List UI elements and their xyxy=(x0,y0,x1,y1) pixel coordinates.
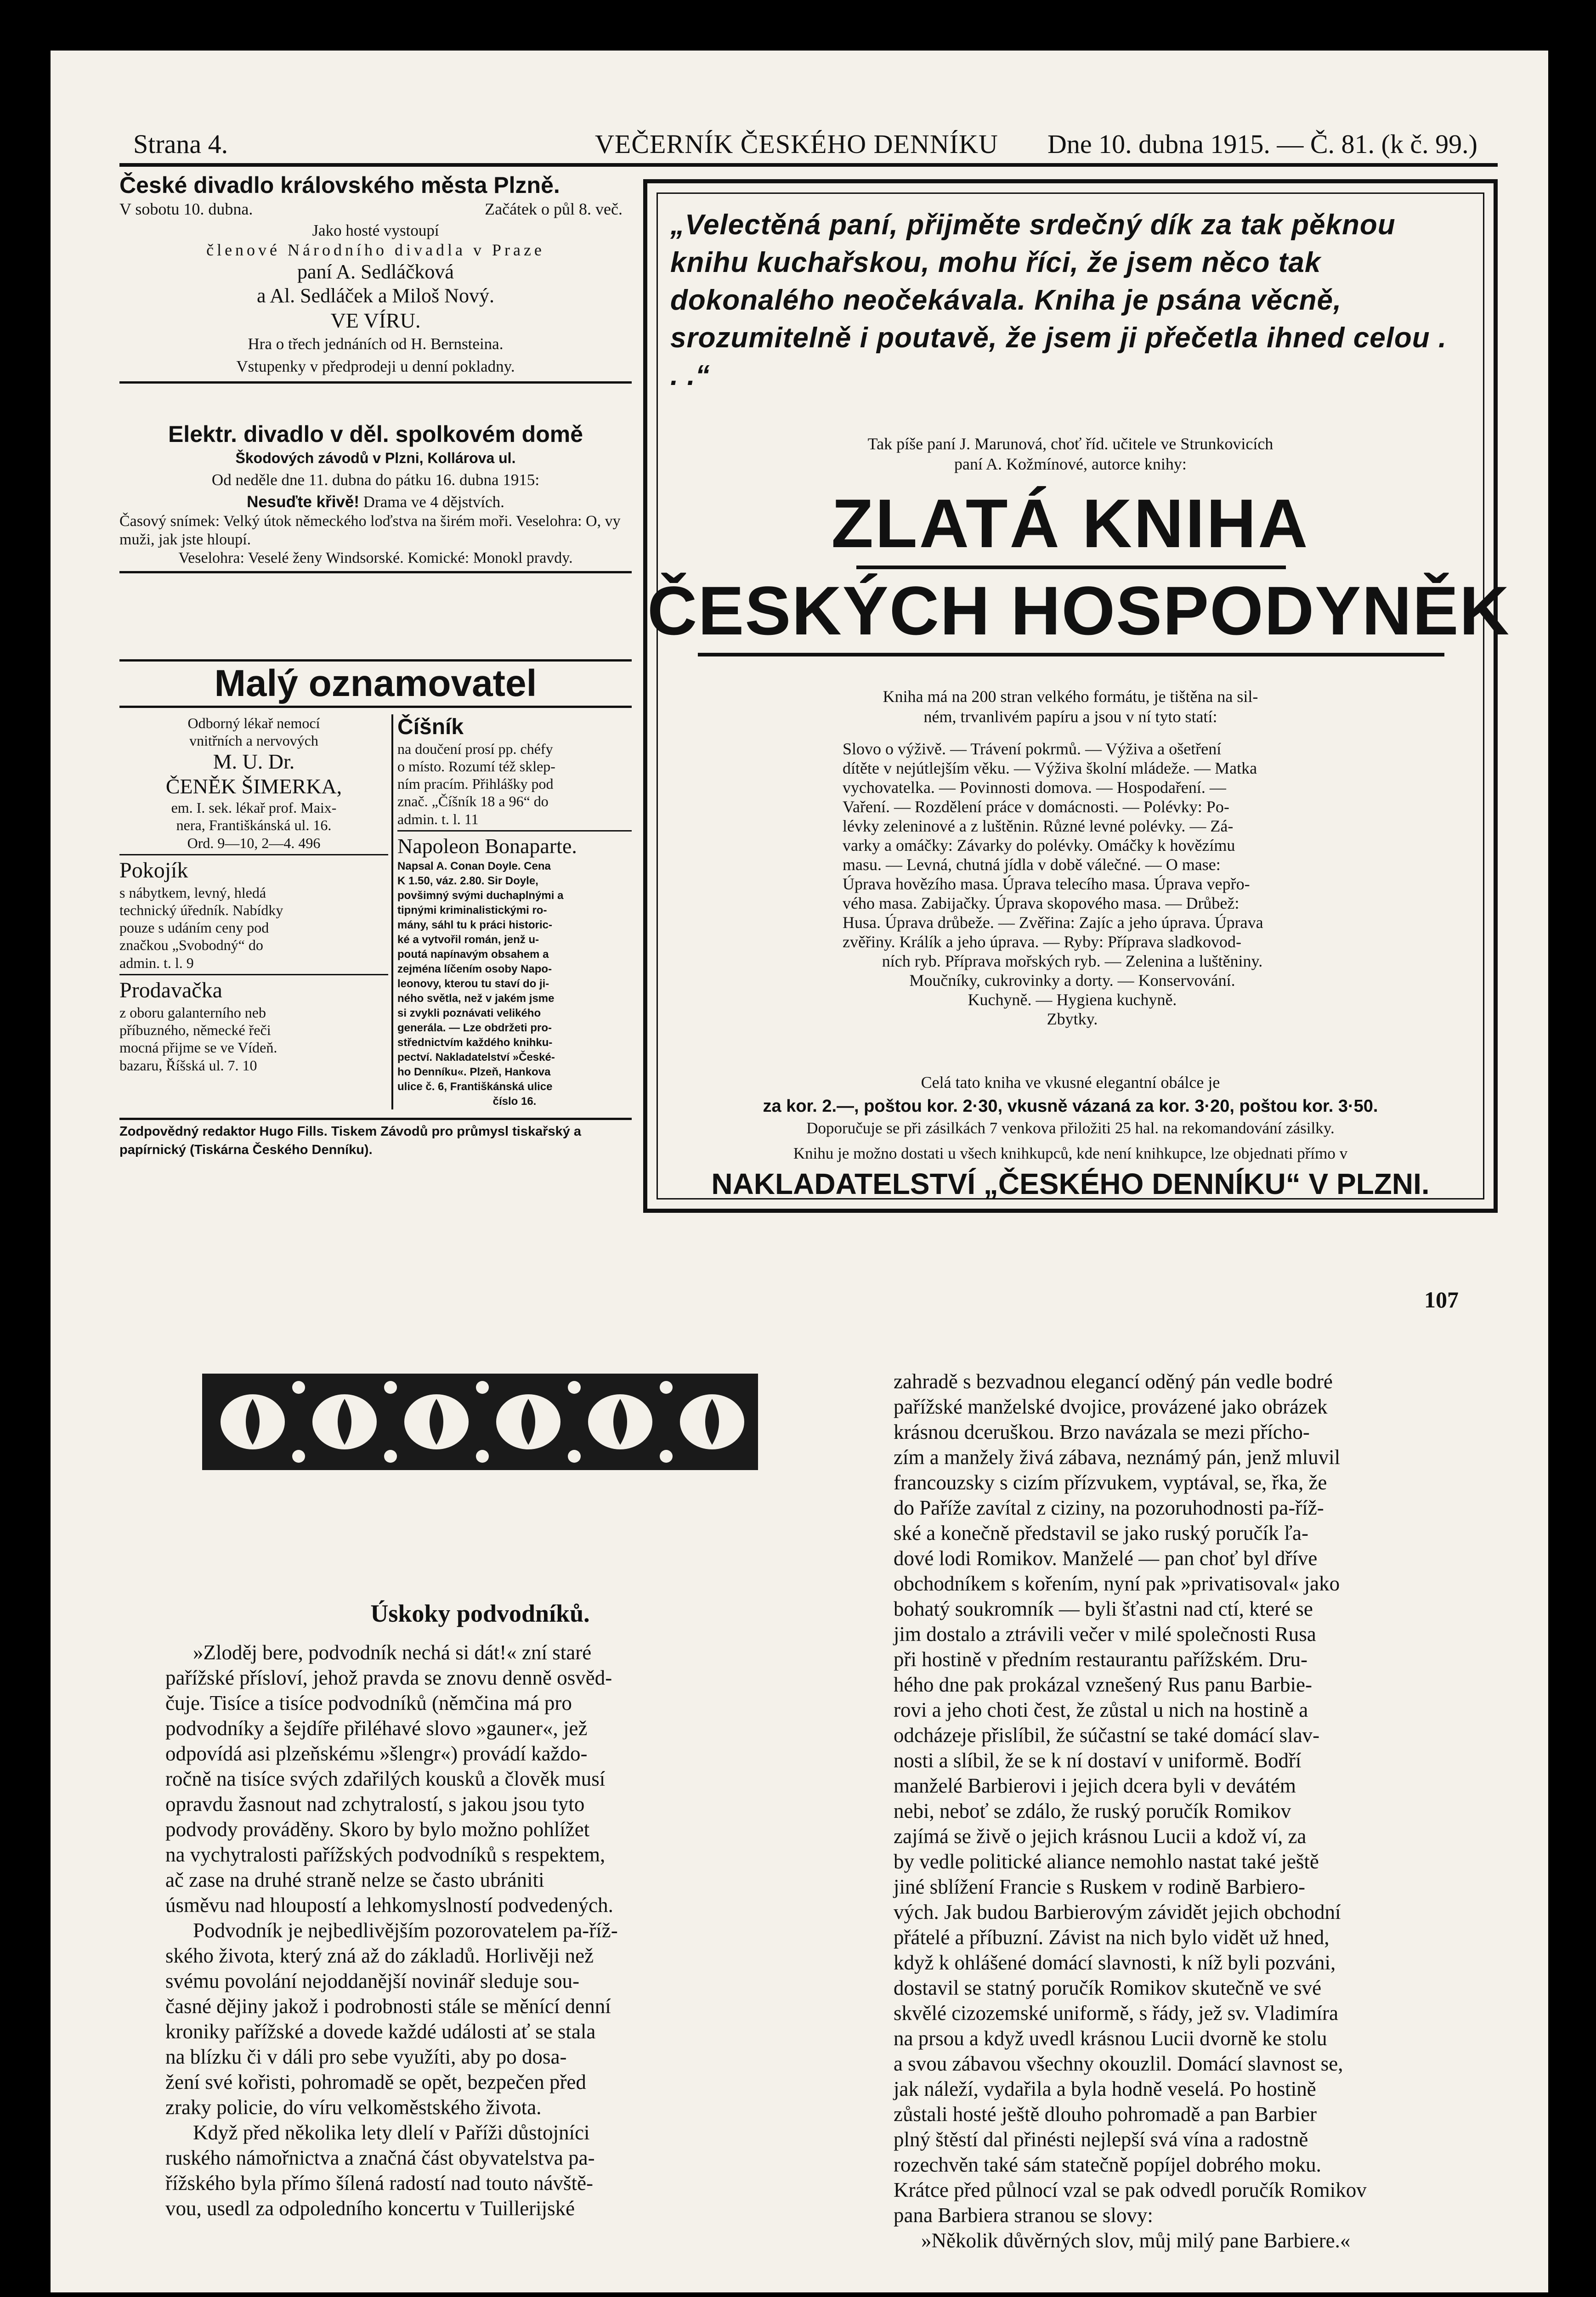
ad-line: admin. t. l. 11 xyxy=(397,811,479,827)
text-line: nosti a slíbil, že se k ní dostaví v uniformě. Bodří xyxy=(894,1749,1302,1772)
ad-line: Napsal A. Conan Doyle. Cena xyxy=(397,860,551,872)
ad-line: mány, sáhl tu k práci historic- xyxy=(397,919,552,931)
ad-line: tipnými kriminalistickými ro- xyxy=(397,904,547,917)
text-line: opravdu žasnout nad zchytralostí, s jakou jsou tyto xyxy=(165,1793,585,1816)
text-line: pařížské manželské dvojice, provázené jako obrázek xyxy=(894,1395,1328,1418)
text-line: když k ohlášené domácí slavnosti, k níž byli pozváni, xyxy=(894,1951,1336,1974)
text-line: podvodníky a šejdíře přiléhavé slovo »gauner«, jež xyxy=(165,1717,588,1740)
text-line: jim dostalo a ztrávili večer v milé společnosti Rusa xyxy=(894,1623,1316,1646)
text-line: dové lodi Romikov. Manželé — pan choť byl dříve xyxy=(894,1547,1318,1570)
text-line: zahradě s bezvadnou elegancí oděný pán vedle bodré xyxy=(894,1370,1333,1393)
theatre-tickets: Vstupenky v předprodeji u denní pokladny. xyxy=(236,357,515,375)
ad-line: nera, Františkánská ul. 16. xyxy=(176,817,332,833)
text-line: plný štěstí dal přinésti nejlepší svá vína a radostně xyxy=(894,2128,1308,2151)
text-line: jiné sblížení Francie s Ruskem v rodině Barbiero- xyxy=(894,1875,1306,1898)
feuilleton-page-number: 107 xyxy=(1424,1287,1459,1313)
ad-line: si zvykli poznávati velikého xyxy=(397,1007,541,1019)
text-line: úsměvu nad hloupostí a lehkomyslností podvedených. xyxy=(165,1894,613,1917)
text-line: vou, usedl za odpoledního koncertu v Tuillerijské xyxy=(165,2197,575,2220)
cinema-genre: Drama ve 4 dějstvích. xyxy=(363,493,504,511)
ad-line: bazaru, Říšská ul. 7. 10 xyxy=(119,1057,257,1074)
ad-line: z oboru galanterního neb xyxy=(119,1004,266,1021)
ad-line: ČENĚK ŠIMERKA, xyxy=(165,775,342,798)
ad-line: znač. „Číšník 18 a 96“ do xyxy=(397,793,549,809)
masthead-title: VEČERNÍK ČESKÉHO DENNÍKU xyxy=(595,129,998,159)
book-advertisement xyxy=(643,179,1510,1213)
contents-line: Moučníky, cukrovinky a dorty. — Konservování. xyxy=(909,971,1235,990)
text-line: zůstali hosté ještě dlouho pohromadě a pan Barbier xyxy=(894,2103,1317,2126)
ad-attribution-2: paní A. Kožmínové, autorce knihy: xyxy=(954,455,1187,473)
ad-line: M. U. Dr. xyxy=(213,750,295,773)
ornament-banner xyxy=(202,1374,758,1470)
divider xyxy=(397,830,632,832)
ad-doctor xyxy=(119,714,388,852)
text-line: ruského námořnictva a značná část obyvatelstva pa- xyxy=(165,2146,595,2169)
ad-line: generála. — Lze obdržeti pro- xyxy=(397,1022,552,1034)
ad-line: leonovy, kterou tu staví do ji- xyxy=(397,978,549,990)
cinema-film: Nesuďte křivě! xyxy=(247,493,360,511)
text-line: rozechvěn také sám statečně popíjel dobrého moku. xyxy=(894,2153,1321,2176)
ad-line: ho Denníku«. Plzeň, Hankova xyxy=(397,1066,551,1078)
ad-price-intro: Celá tato kniha ve vkusné elegantní obálce je xyxy=(921,1073,1220,1092)
classifieds-right xyxy=(397,714,632,1109)
text-line: Když před několika lety dlelí v Paříži důstojníci xyxy=(193,2121,590,2144)
ad-line: na doučení prosí pp. chéfy xyxy=(397,741,553,757)
ad-line: pectví. Nakladatelství »České- xyxy=(397,1051,555,1064)
theatre-author: Hra o třech jednáních od H. Bernsteina. xyxy=(248,335,504,353)
text-line: ského života, který zná až do základů. Horlivěji než xyxy=(165,1944,594,1967)
contents-line: Vaření. — Rozdělení práce v domácnosti. — Polévky: Po- xyxy=(843,798,1229,816)
text-line: Krátce před půlnocí vzal se pak odvedl poručík Romikov xyxy=(894,2178,1367,2201)
header-rule xyxy=(119,163,1498,167)
contents-line: Husa. Úprava drůbeže. — Zvěřina: Zajíc a jeho úprava. Úprava xyxy=(843,913,1263,932)
ad-line: o místo. Rozumí též sklep- xyxy=(397,758,555,775)
ad-line: ním pracím. Přihlášky pod xyxy=(397,775,554,792)
contents-line: Slovo o výživě. — Trávení pokrmů. — Výživa a ošetření xyxy=(843,740,1222,758)
text-line: obchodníkem s kořením, nyní pak »privatisoval« jako xyxy=(894,1572,1340,1595)
ad-book-title-1: ZLATÁ KNIHA xyxy=(831,485,1310,562)
ad-line: s nábytkem, levný, hledá xyxy=(119,884,266,901)
ornament-graphic xyxy=(202,1374,758,1470)
classifieds-heading: Malý oznamovatel xyxy=(214,662,537,704)
ad-line: pouze s udáním ceny pod xyxy=(119,919,269,936)
ad-napoleon-book xyxy=(397,833,632,1109)
text-line: na prsou a když uvedl krásnou Lucii dvorně ke stolu xyxy=(894,2027,1327,2050)
imprint: Zodpovědný redaktor Hugo Fills. Tiskem Závodů pro průmysl tiskařský a papírnický (Tiskárna Českého Denníku). xyxy=(119,1124,582,1157)
theatre-actors: a Al. Sedláček a Miloš Nový. xyxy=(257,284,494,307)
ad-postage: Doporučuje se při zásilkách 7 venkova přiložiti 25 hal. na rekomandování zásilky. xyxy=(806,1119,1335,1137)
ad-line: povšimný svými duchaplnými a xyxy=(397,889,564,902)
ad-title: Prodavačka xyxy=(119,978,222,1002)
ad-book-title-2: ČESKÝCH HOSPODYNĚK xyxy=(647,572,1510,649)
ad-line: technický úředník. Nabídky xyxy=(119,902,283,918)
text-line: zajímá se živě o jejich krásnou Lucii a kdož ví, za xyxy=(894,1825,1307,1848)
text-line: francouzsky s cizím přízvukem, vyptával, se, řka, že xyxy=(894,1471,1327,1494)
cinema-title: Elektr. divadlo v děl. spolkovém domě xyxy=(168,421,583,447)
contents-line: vychovatelka. — Povinnosti domova. — Hospodaření. — xyxy=(843,778,1226,797)
ad-testimonial: „Velectěná paní, přijměte srdečný dík za tak pěknou knihu kuchařskou, mohu říci, že jsem něco tak dokonalého neočekávala. Kniha je psána věcně, srozumitelně i poutavě, že jsem ji přečetla ihned celou . . .“ xyxy=(670,209,1447,391)
text-line: krásnou dceruškou. Brzo navázala se mezi přícho- xyxy=(894,1420,1310,1443)
ad-line: ké a vytvořil román, jenž u- xyxy=(397,934,539,946)
divider xyxy=(119,571,632,573)
title-underline xyxy=(856,566,1286,569)
divider xyxy=(119,1118,632,1120)
theatre-notice xyxy=(119,171,632,384)
text-line: vých. Jak budou Barbierovým závidět jejich obchodní xyxy=(894,1901,1341,1924)
text-line: odcházeje přislíbil, že súčastní se také domácí slav- xyxy=(894,1724,1320,1747)
text-line: hého dne pak prokázal vznešený Rus panu Barbie- xyxy=(894,1673,1312,1696)
column-divider xyxy=(391,714,393,1109)
feuilleton-title: Úskoky podvodníků. xyxy=(370,1600,590,1627)
ad-line: číslo 16. xyxy=(492,1095,537,1108)
ad-availability: Knihu je možno dostati u všech knihkupců, kde není knihkupce, lze objednati přímo v xyxy=(793,1144,1348,1162)
text-line: na blízku či v dáli pro sebe využíti, aby po dosa- xyxy=(165,2045,567,2068)
text-line: »Několik důvěrných slov, můj milý pane Barbiere.« xyxy=(921,2229,1351,2252)
theatre-guests: Jako hosté vystoupí xyxy=(312,221,439,239)
ad-line: zejména líčením osoby Napo- xyxy=(397,963,552,975)
ad-line: ného světla, než v jakém jsme xyxy=(397,992,555,1005)
ad-line: poutá napínavým obsahem a xyxy=(397,948,549,961)
contents-line: Úprava hovězího masa. Úprava telecího masa. Úprava vepřo- xyxy=(843,875,1250,893)
text-line: skvělé cizozemské uniformě, s řády, jež sv. Vladimíra xyxy=(894,2002,1339,2025)
feuilleton-right-column xyxy=(894,1369,1472,2253)
ad-waiter xyxy=(397,714,632,828)
text-line: na vychytralosti pařížských podvodníků s respektem, xyxy=(165,1843,606,1866)
divider xyxy=(119,854,388,855)
text-line: pana Barbiera stranou se slovy: xyxy=(894,2204,1153,2227)
cinema-notice xyxy=(119,420,632,573)
theatre-actress: paní A. Sedláčková xyxy=(297,260,454,283)
divider xyxy=(119,381,632,384)
text-line: a svou zábavou všechny okouzlil. Domácí slavnost se, xyxy=(894,2052,1343,2075)
contents-line: Kuchyně. — Hygiena kuchyně. xyxy=(968,990,1177,1009)
ad-title: Pokojík xyxy=(119,858,188,883)
ad-saleswoman xyxy=(119,977,388,1075)
theatre-play: VE VÍRU. xyxy=(330,309,421,332)
cinema-comedy: Veselohra: Veselé ženy Windsorské. Komické: Monokl pravdy. xyxy=(178,549,573,566)
theatre-title: České divadlo královského města Plzně. xyxy=(119,172,560,198)
ad-line: mocná přijme se ve Vídeň. xyxy=(119,1039,277,1056)
theatre-start: Začátek o půl 8. več. xyxy=(485,200,623,218)
contents-line: vého masa. Zabijačky. Úprava skopového masa. — Drůbež: xyxy=(843,894,1239,912)
text-line: řížského byla přímo šílená radostí nad touto návště- xyxy=(165,2172,594,2195)
title-underline xyxy=(698,653,1444,656)
ad-description-2: ném, trvanlivém papíru a jsou v ní tyto statí: xyxy=(923,707,1217,726)
ad-contents xyxy=(843,739,1302,1029)
contents-line: ních ryb. Příprava mořských ryb. — Zelenina a luštěniny. xyxy=(882,952,1263,970)
text-line: pařížské přísloví, jehož pravda se znovu denně osvěd- xyxy=(165,1666,612,1689)
divider xyxy=(119,974,388,975)
text-line: svému povolání nejoddanější novinář sleduje sou- xyxy=(165,1969,580,1992)
ad-title: Napoleon Bonaparte. xyxy=(397,834,577,858)
ad-line: střednictvím každého knihku- xyxy=(397,1036,553,1049)
ad-line: vnitřních a nervových xyxy=(189,732,318,749)
ad-attribution-1: Tak píše paní J. Marunová, choť říd. učitele ve Strunkovicích xyxy=(867,435,1273,453)
text-line: nebi, neboť se zdálo, že ruský poručík Romikov xyxy=(894,1799,1291,1822)
theatre-date: V sobotu 10. dubna. xyxy=(119,200,253,218)
text-line: by vedle politické aliance nemohlo nastat také ještě xyxy=(894,1850,1319,1873)
ad-line: příbuzného, německé řeči xyxy=(119,1022,271,1038)
text-line: odpovídá asi plzeňskému »šlengr«) provádí každo- xyxy=(165,1742,588,1765)
text-line: čuje. Tisíce a tisíce podvodníků (němčina má pro xyxy=(165,1692,572,1714)
ad-price: za kor. 2.—, poštou kor. 2·30, vkusně vázaná za kor. 3·20, poštou kor. 3·50. xyxy=(763,1097,1378,1116)
text-line: podvody prováděny. Skoro by bylo možno pohlížet xyxy=(165,1818,590,1841)
text-line: manželé Barbierovi i jejich dcera byli v devátém xyxy=(894,1774,1296,1797)
ad-line: Ord. 9—10, 2—4. 496 xyxy=(187,835,321,851)
contents-line: lévky zeleninové a z luštěnin. Různé levné polévky. — Zá- xyxy=(843,817,1234,835)
contents-line: varky a omáčky: Závarky do polévky. Omáčky k hovězímu xyxy=(843,836,1235,854)
text-line: časné dějiny jakož i podrobnosti stále se měnící denní xyxy=(165,1995,611,2018)
page-number: Strana 4. xyxy=(133,129,228,159)
ad-title: Číšník xyxy=(397,715,464,739)
cinema-subtitle: Škodových závodů v Plzni, Kollárova ul. xyxy=(235,450,516,466)
text-line: Podvodník je nejbedlivějším pozorovatelem pa-říž- xyxy=(193,1919,618,1942)
cinema-dates: Od neděle dne 11. dubna do pátku 16. dubna 1915: xyxy=(211,471,540,489)
cinema-program: Časový snímek: Velký útok německého loďstva na širém moři. Veselohra: O, vy muži, jak jste hloupí. xyxy=(119,513,621,548)
text-line: ské a konečně představil se jako ruský poručík ľa- xyxy=(894,1522,1308,1545)
text-line: při hostině v předním restaurantu pařížském. Dru- xyxy=(894,1648,1307,1671)
ad-room xyxy=(119,857,388,972)
ad-line: em. I. sek. lékař prof. Maix- xyxy=(171,799,337,816)
newspaper-page xyxy=(51,51,1548,2292)
text-line: ročně na tisíce svých zdařilých kousků a člověk musí xyxy=(165,1767,606,1790)
text-line: jak náleží, vydařila a byla hodně veselá. Po hostině xyxy=(894,2077,1316,2100)
text-line: kroniky pařížské a dovede každé události ať se stala xyxy=(165,2020,596,2043)
ad-publisher: NAKLADATELSTVÍ „ČESKÉHO DENNÍKU“ V PLZNI. xyxy=(711,1167,1430,1200)
classifieds-left xyxy=(119,714,388,1075)
contents-line: masu. — Levná, chutná jídla v době válečné. — O mase: xyxy=(843,855,1221,874)
issue-date: Dne 10. dubna 1915. — Č. 81. (k č. 99.) xyxy=(1047,129,1477,159)
contents-line: zvěřiny. Králík a jeho úprava. — Ryby: Příprava sladkovod- xyxy=(843,933,1241,951)
text-line: bohatý soukromník — byli šťastni nad ctí, které se xyxy=(894,1597,1313,1620)
feuilleton-left-column xyxy=(165,1640,744,2221)
ad-line: Odborný lékař nemocí xyxy=(187,715,320,731)
theatre-members: členové Národního divadla v Praze xyxy=(206,241,545,259)
contents-line: dítěte v nejútlejším věku. — Výživa školní mládeže. — Matka xyxy=(843,759,1257,777)
text-line: přátelé a příbuzní. Závist na nich bylo vidět už hned, xyxy=(894,1926,1330,1949)
divider xyxy=(119,706,632,708)
text-line: do Paříže zavítal z ciziny, na pozoruhodnosti pa-říž- xyxy=(894,1496,1324,1519)
text-line: zím a manžely živá zábava, neznámý pán, jenž mluvil xyxy=(894,1446,1341,1469)
text-line: ač zase na druhé straně nelze se často ubrániti xyxy=(165,1868,544,1891)
ad-description-1: Kniha má na 200 stran velkého formátu, je tištěna na sil- xyxy=(883,687,1258,706)
text-line: zraky policie, do víru velkoměstského života. xyxy=(165,2096,542,2119)
text-line: dostavil se statný poručík Romikov skutečně ve své xyxy=(894,1976,1322,1999)
ad-line: ulice č. 6, Františkánská ulice xyxy=(397,1081,553,1093)
text-line: rovi a jeho choti čest, že zůstal u nich na hostině a xyxy=(894,1698,1308,1721)
contents-line: Zbytky. xyxy=(1047,1010,1098,1028)
ad-line: K 1.50, váz. 2.80. Sir Doyle, xyxy=(397,875,538,887)
classifieds xyxy=(119,659,632,1224)
ad-line: značkou „Svobodný“ do xyxy=(119,937,263,953)
text-line: »Zloděj bere, podvodník nechá si dát!« zní staré xyxy=(193,1641,592,1664)
text-line: žení své kořisti, pohromadě se opět, bezpečen před xyxy=(165,2071,586,2093)
ad-line: admin. t. l. 9 xyxy=(119,955,194,971)
